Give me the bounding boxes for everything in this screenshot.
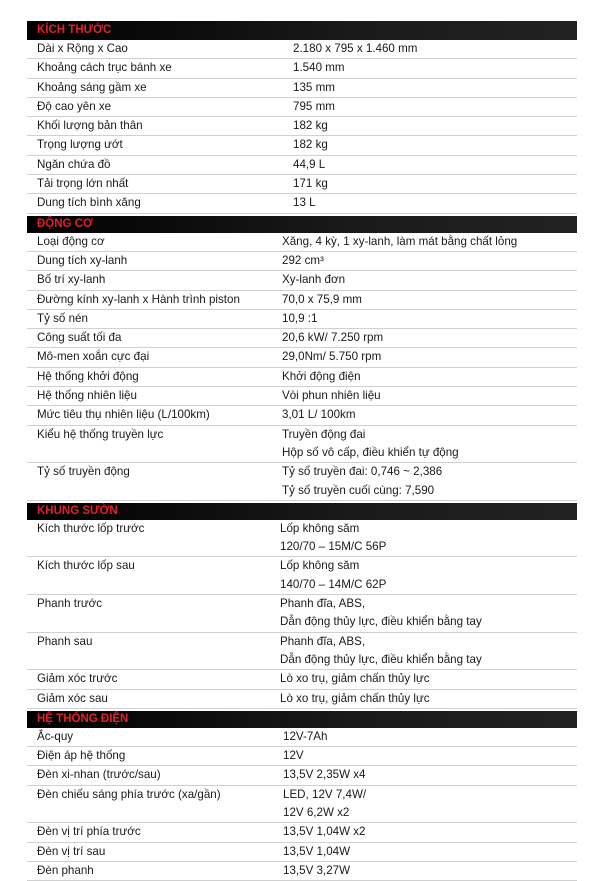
- spec-value-line: Xy-lanh đơn: [282, 273, 346, 287]
- spec-value-line: 20,6 kW/ 7.250 rpm: [282, 331, 384, 345]
- spec-value: [283, 728, 577, 746]
- spec-label: Dung tích xy-lanh: [37, 253, 128, 267]
- spec-value: [293, 175, 577, 193]
- spec-sheet: [27, 21, 577, 881]
- spec-value-line: 171 kg: [293, 177, 328, 191]
- spec-value: [282, 233, 577, 251]
- spec-value: [293, 117, 577, 135]
- spec-label: Công suất tối đa: [37, 331, 122, 345]
- spec-label: Đèn vị trí sau: [37, 844, 106, 858]
- spec-value-line: 1.540 mm: [293, 61, 345, 75]
- spec-label: Trọng lượng ướt: [37, 138, 123, 152]
- spec-row: [27, 271, 577, 290]
- spec-row: [27, 766, 577, 785]
- spec-value: [293, 156, 577, 174]
- spec-value-line: Dẫn động thủy lực, điều khiển bằng tay: [280, 615, 482, 629]
- spec-label: Đường kính xy-lanh x Hành trình piston: [37, 292, 240, 306]
- spec-value-line: 13,5V 2,35W x4: [283, 768, 366, 782]
- spec-label: Hệ thống nhiên liệu: [37, 389, 137, 403]
- spec-row: [27, 291, 577, 310]
- spec-row: [27, 252, 577, 271]
- spec-value-line: 182 kg: [293, 138, 328, 152]
- spec-value: [293, 194, 577, 212]
- spec-row: [27, 368, 577, 387]
- spec-value-line: Truyền động đai: [282, 427, 366, 441]
- spec-label: Mức tiêu thụ nhiên liệu (L/100km): [37, 408, 210, 422]
- spec-value: [283, 747, 577, 765]
- spec-row: [27, 862, 577, 881]
- spec-value: [280, 520, 577, 557]
- spec-label: Giảm xóc trước: [37, 672, 118, 686]
- spec-value-line: 13,5V 1,04W x2: [283, 825, 366, 839]
- spec-row: [27, 823, 577, 842]
- spec-label: Ắc-quy: [37, 729, 74, 743]
- spec-row: [27, 557, 577, 595]
- spec-value: [283, 766, 577, 784]
- spec-value-line: 13,5V 1,04W: [283, 844, 351, 858]
- spec-value-line: Khởi động điện: [282, 369, 361, 383]
- spec-row: [27, 690, 577, 709]
- spec-value: [293, 98, 577, 116]
- spec-row: [27, 786, 577, 824]
- spec-label: Khoảng cách trục bánh xe: [37, 61, 172, 75]
- spec-value: [282, 310, 577, 328]
- spec-row: [27, 348, 577, 367]
- spec-label: Tỷ số nén: [37, 311, 88, 325]
- spec-value: [283, 843, 577, 861]
- spec-label: Khoảng sáng gầm xe: [37, 80, 147, 94]
- spec-value-line: 795 mm: [293, 99, 335, 113]
- spec-value: [283, 823, 577, 841]
- spec-row: [27, 406, 577, 425]
- spec-row: [27, 633, 577, 671]
- spec-value-line: Phanh đĩa, ABS,: [280, 597, 366, 611]
- spec-value-line: 12V: [283, 749, 304, 763]
- spec-row: [27, 520, 577, 558]
- spec-label: Kiểu hệ thống truyền lực: [37, 427, 164, 441]
- spec-value: [282, 348, 577, 366]
- section-header-frame: KHUNG SƯỜN: [27, 503, 577, 520]
- spec-value: [282, 426, 577, 463]
- spec-value-line: 29,0Nm/ 5.750 rpm: [282, 350, 382, 364]
- spec-value: [280, 557, 577, 594]
- spec-value: [293, 59, 577, 77]
- spec-value: [280, 633, 577, 670]
- spec-label: Kích thước lốp trước: [37, 521, 145, 535]
- spec-row: [27, 156, 577, 175]
- spec-value-line: Lò xo trụ, giảm chấn thủy lực: [280, 691, 430, 705]
- spec-value: [283, 862, 577, 880]
- spec-value-line: 292 cm³: [282, 253, 324, 267]
- spec-value-line: 2.180 x 795 x 1.460 mm: [293, 42, 418, 55]
- spec-row: [27, 79, 577, 98]
- spec-value: [283, 786, 577, 823]
- spec-row: [27, 728, 577, 747]
- spec-value: [280, 595, 577, 632]
- spec-value: [293, 136, 577, 154]
- spec-label: Tỷ số truyền động: [37, 465, 130, 479]
- spec-label: Kích thước lốp sau: [37, 559, 135, 573]
- spec-row: [27, 463, 577, 501]
- spec-value-line: Lốp không săm: [280, 559, 360, 573]
- spec-value-line: Dẫn động thủy lực, điều khiển bằng tay: [280, 652, 482, 666]
- spec-row: [27, 747, 577, 766]
- spec-label: Giảm xóc sau: [37, 691, 108, 705]
- spec-row: [27, 194, 577, 213]
- spec-row: [27, 310, 577, 329]
- spec-value: [293, 79, 577, 97]
- spec-row: [27, 843, 577, 862]
- section-header-electrical: HỆ THỐNG ĐIỆN: [27, 711, 577, 728]
- spec-label: Độ cao yên xe: [37, 99, 112, 113]
- spec-value-line: Hộp số vô cấp, điều khiển tự động: [282, 445, 459, 459]
- spec-value-line: 10,9 :1: [282, 311, 318, 325]
- spec-label: Dung tích bình xăng: [37, 196, 141, 210]
- spec-value: [293, 40, 577, 58]
- spec-value-line: 140/70 – 14M/C 62P: [280, 577, 387, 591]
- spec-row: [27, 59, 577, 78]
- spec-label: Tải trọng lớn nhất: [37, 177, 129, 191]
- spec-value-line: 182 kg: [293, 119, 328, 133]
- spec-value: [282, 252, 577, 270]
- spec-row: [27, 670, 577, 689]
- spec-label: Hệ thống khởi động: [37, 369, 139, 383]
- spec-row: [27, 175, 577, 194]
- spec-value: [282, 406, 577, 424]
- spec-value-line: Tỷ số truyền cuối cùng: 7,590: [282, 483, 435, 497]
- spec-value: [282, 368, 577, 386]
- spec-label: Phanh trước: [37, 597, 102, 611]
- spec-value-line: 3,01 L/ 100km: [282, 408, 356, 422]
- section-header-dimensions: KÍCH THƯỚC: [27, 21, 577, 40]
- spec-row: [27, 136, 577, 155]
- spec-label: Ngăn chứa đồ: [37, 157, 111, 171]
- spec-value-line: 120/70 – 15M/C 56P: [280, 540, 387, 554]
- spec-row: [27, 595, 577, 633]
- spec-value-line: 13,5V 3,27W: [283, 863, 351, 877]
- spec-row: [27, 387, 577, 406]
- spec-value-line: Phanh đĩa, ABS,: [280, 634, 366, 648]
- spec-row: [27, 98, 577, 117]
- spec-label: Khối lượng bản thân: [37, 119, 143, 133]
- spec-value: [282, 271, 577, 289]
- spec-row: [27, 40, 577, 59]
- spec-label: Loại động cơ: [37, 234, 105, 248]
- spec-row: [27, 426, 577, 464]
- spec-value-line: 13 L: [293, 196, 316, 210]
- spec-label: Mô-men xoắn cực đại: [37, 350, 150, 364]
- spec-value-line: Lò xo trụ, giảm chấn thủy lực: [280, 672, 430, 686]
- spec-label: Bố trí xy-lanh: [37, 273, 106, 287]
- spec-value: [282, 387, 577, 405]
- spec-label: Phanh sau: [37, 634, 93, 648]
- section-header-engine: ĐỘNG CƠ: [27, 216, 577, 233]
- spec-label: Dài x Rộng x Cao: [37, 42, 128, 55]
- spec-value-line: Xăng, 4 kỳ, 1 xy-lanh, làm mát bằng chất lỏng: [282, 234, 518, 248]
- spec-label: Điện áp hệ thống: [37, 749, 126, 763]
- spec-value-line: Tỷ số truyền đai: 0,746 ~ 2,386: [282, 465, 443, 479]
- spec-value-line: Lốp không săm: [280, 521, 360, 535]
- spec-value-line: 44,9 L: [293, 157, 326, 171]
- spec-value: [282, 329, 577, 347]
- spec-value: [280, 670, 577, 688]
- spec-row: [27, 117, 577, 136]
- spec-row: [27, 329, 577, 348]
- spec-value-line: LED, 12V 7,4W/: [283, 787, 367, 801]
- spec-row: [27, 233, 577, 252]
- spec-value-line: 12V-7Ah: [283, 729, 328, 743]
- spec-value-line: 12V 6,2W x2: [283, 805, 350, 819]
- spec-label: Đèn phanh: [37, 863, 94, 877]
- spec-value: [280, 690, 577, 708]
- spec-label: Đèn vị trí phía trước: [37, 825, 141, 839]
- spec-label: Đèn chiếu sáng phía trước (xa/gần): [37, 787, 221, 801]
- spec-value-line: 135 mm: [293, 80, 335, 94]
- spec-value: [282, 291, 577, 309]
- spec-value-line: 70,0 x 75,9 mm: [282, 292, 362, 306]
- spec-label: Đèn xi-nhan (trước/sau): [37, 768, 161, 782]
- spec-value: [282, 463, 577, 500]
- spec-value-line: Vòi phun nhiên liệu: [282, 389, 381, 403]
